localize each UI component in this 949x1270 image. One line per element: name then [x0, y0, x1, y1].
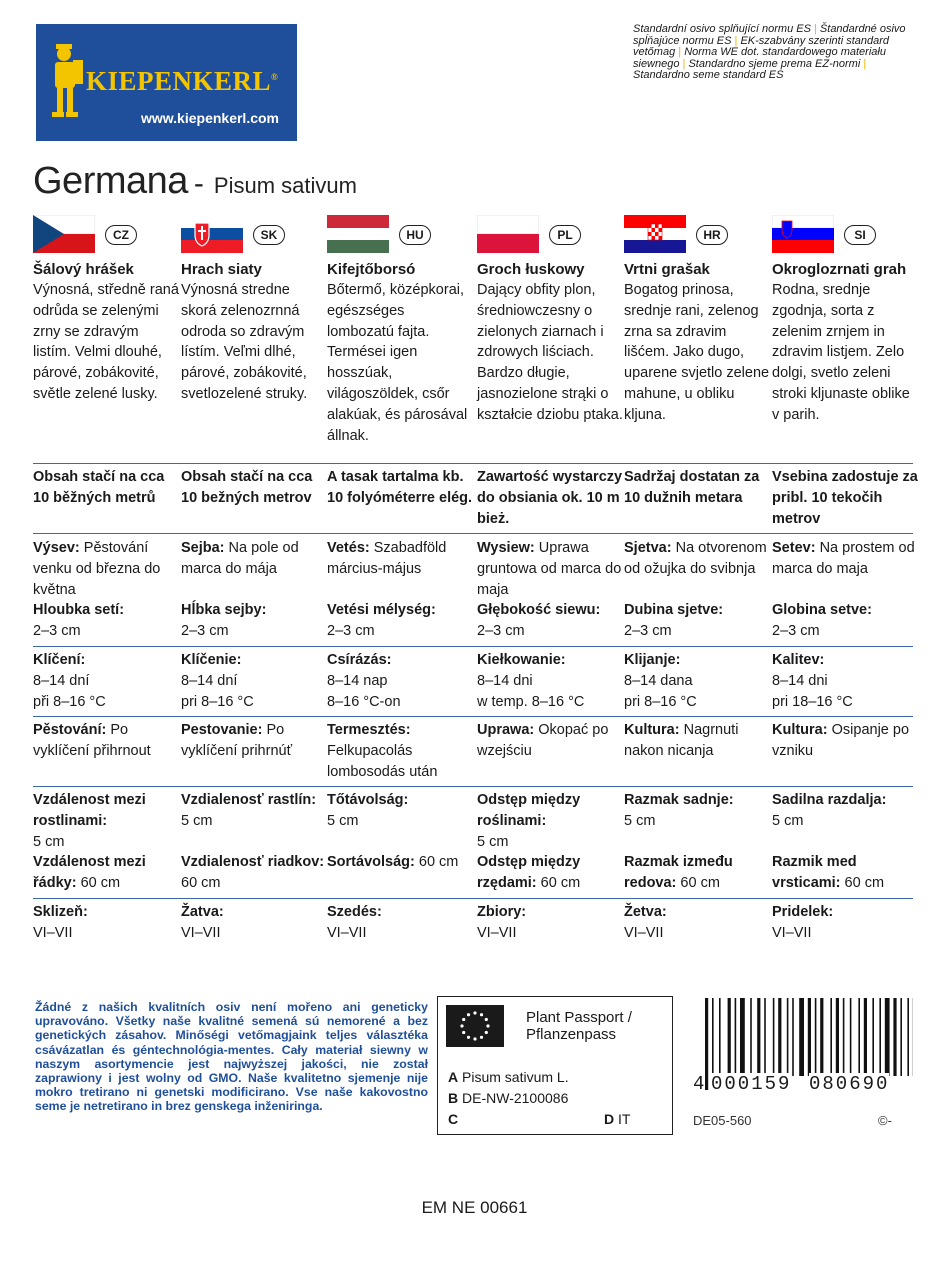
cultivation-info: Uprawa: Okopać po wzejściu	[477, 722, 609, 759]
passport-title: Plant Passport /	[526, 1009, 632, 1026]
variety-description: Bőtermő, középkorai, egészséges lombozatú fajta. Termései igen hosszúak, világoszöldek, csőr alakúak, és párosával állnak.	[327, 282, 468, 444]
sowing-depth: Globina setve: 2–3 cm	[772, 602, 872, 639]
product-name: Germana	[33, 160, 188, 202]
standard-seed-note: Standardní osivo splňující normu ES | Štandardné osivo spĺňajúce normu ES | EK-szabvány szerinti standard vetőmag | Norma WE dot. standardowego materiału siewnego | Standardno sjeme prema EZ-normi | Standardno seme standard ES	[633, 23, 906, 81]
sowing-depth: Głębokość siewu: 2–3 cm	[477, 602, 601, 639]
packet-content: Zawartość wystarczy do obsiania ok. 10 m bież.	[477, 469, 623, 527]
plant-distance: Razmak sadnje: 5 cm	[624, 792, 734, 829]
germination-info: Klíčení: 8–14 dní při 8–16 °C	[33, 652, 106, 710]
row-distance: Vzdialenosť riadkov: 60 cm	[181, 854, 325, 891]
variety-name: Okroglozrnati grah	[772, 261, 907, 278]
row-distance: Razmak između redova: 60 cm	[624, 854, 733, 891]
variety-name: Šálový hrášek	[33, 261, 134, 278]
packet-content: Obsah stačí na cca 10 bežných metrov	[181, 469, 313, 506]
row-distance: Odstęp między rzędami: 60 cm	[477, 854, 581, 891]
germination-info: Klíčenie: 8–14 dní pri 8–16 °C	[181, 652, 254, 710]
cultivation-info: Pěstování: Po vyklíčení přihrnout	[33, 722, 151, 759]
variety-description: Výnosná stredne skorá zelenozrnná odroda so zdravým lístím. Veľmi dlhé, párové, zobákovité, svetlozelené struky.	[181, 282, 308, 402]
flag-pl-icon	[477, 215, 539, 253]
cultivation-info: Pestovanie: Po vyklíčení prihrnúť	[181, 722, 293, 759]
flag-hr-icon	[624, 215, 686, 253]
language-code-badge: CZ	[105, 225, 137, 245]
variety-name: Hrach siaty	[181, 261, 262, 278]
sowing-depth: Hloubka setí: 2–3 cm	[33, 602, 125, 639]
product-latin-name: Pisum sativum	[213, 173, 357, 198]
harvest-info: Pridelek: VI–VII	[772, 904, 834, 941]
language-column-sk	[181, 215, 321, 278]
divider	[33, 716, 913, 717]
variety-description: Bogatog prinosa, srednje rani, zelenog zrna sa zdravim lišćem. Jako dugo, uparene svjetlo zelene mahune, u obliku kljuna.	[624, 282, 770, 423]
sowing-depth: Vetési mélység: 2–3 cm	[327, 602, 436, 639]
sowing-info: Výsev: Pěstování venku od března do května	[33, 540, 161, 598]
flag-hu-icon	[327, 215, 389, 253]
row-distance: Sortávolság: 60 cm	[327, 854, 459, 870]
packet-content: Obsah stačí na cca 10 běžných metrů	[33, 469, 165, 506]
plant-distance: Odstęp między roślinami: 5 cm	[477, 792, 581, 850]
brand-name: KIEPENKERL®	[86, 66, 279, 96]
brand-url[interactable]: www.kiepenkerl.com	[141, 110, 279, 126]
harvest-info: Žatva: VI–VII	[181, 904, 224, 941]
divider	[33, 786, 913, 787]
language-column-hu	[327, 215, 467, 278]
copyright-mark: ©-	[878, 1113, 892, 1128]
language-column-si	[772, 215, 912, 278]
variety-name: Kifejtőborsó	[327, 261, 416, 278]
variety-name: Vrtni grašak	[624, 261, 710, 278]
packet-content: Sadržaj dostatan za 10 dužnih metara	[624, 469, 760, 506]
packet-content: A tasak tartalma kb. 10 folyóméterre elég.	[327, 469, 473, 506]
language-column-hr	[624, 215, 764, 278]
divider	[33, 463, 913, 464]
divider	[33, 646, 913, 647]
cultivation-info: Termesztés: Felkupacolás lombosodás után	[327, 722, 438, 780]
distributor-code: DE05-560	[693, 1113, 752, 1128]
plant-distance: Sadilna razdalja: 5 cm	[772, 792, 887, 829]
harvest-info: Sklizeň: VI–VII	[33, 904, 88, 941]
sowing-info: Setev: Na prostem od marca do maja	[772, 540, 915, 577]
quality-note: Žádné z našich kvalitních osiv není mořeno ani geneticky upravováno. Všetky naše kvalitné semená sú nemorené a bez genetických zásahov. Minőségi vetőmagjaink teljes választéka csávázatlan és géntechnológia-mentes. Cały materiał siewny w naszym asortymencie jest najwyższej jakości, nie został zaprawiony i jest wolny od GMO. Naše kvalitetno sjemenje nije mokro tretirano ni genetski modificirano. Vse naše kakovostno seme je netretirano in brez genskega inženiringa.	[35, 1000, 428, 1114]
sowing-depth: Hĺbka sejby: 2–3 cm	[181, 602, 267, 639]
row-distance: Vzdálenost mezi řádky: 60 cm	[33, 854, 146, 891]
flag-sk-icon	[181, 215, 243, 253]
brand-logo	[36, 24, 297, 141]
sowing-info: Wysiew: Uprawa gruntowa od marca do maja	[477, 540, 622, 598]
plant-distance: Tőtávolság: 5 cm	[327, 792, 409, 829]
plant-distance: Vzdálenost mezi rostlinami: 5 cm	[33, 792, 146, 850]
passport-line-a: A Pisum sativum L.	[448, 1069, 569, 1085]
sowing-info: Vetés: Szabadföld március-május	[327, 540, 447, 577]
flag-si-icon	[772, 215, 834, 253]
product-title: Germana - Pisum sativum	[33, 160, 357, 202]
language-code-badge: HU	[399, 225, 431, 245]
harvest-info: Žetva: VI–VII	[624, 904, 667, 941]
em-code: EM NE 00661	[421, 1198, 528, 1217]
packet-content: Vsebina zadostuje za pribl. 10 tekočih metrov	[772, 469, 918, 527]
plant-passport	[437, 996, 673, 1135]
sowing-depth: Dubina sjetve: 2–3 cm	[624, 602, 724, 639]
cultivation-info: Kultura: Nagrnuti nakon nicanja	[624, 722, 739, 759]
language-column-pl	[477, 215, 617, 278]
language-code-badge: PL	[549, 225, 581, 245]
germination-info: Kalitev: 8–14 dni pri 18–16 °C	[772, 652, 853, 710]
harvest-info: Zbiory: VI–VII	[477, 904, 527, 941]
sowing-info: Sejba: Na pole od marca do mája	[181, 540, 299, 577]
harvest-info: Szedés: VI–VII	[327, 904, 382, 941]
language-code-badge: SI	[844, 225, 876, 245]
variety-description: Dający obfity plon, średniowczesny o zielonych ziarnach i zdrowych liściach. Bardzo długie, jasnozielone strąki o kształcie dziobu ptaka.	[477, 282, 623, 423]
germination-info: Csírázás: 8–14 nap 8–16 °C-on	[327, 652, 401, 710]
sowing-info: Sjetva: Na otvorenom od ožujka do svibnja	[624, 540, 767, 577]
variety-description: Rodna, srednje zgodnja, sorta z zelenim zrnjem in zdravim listjem. Zelo dolgi, svetlo zeleni stroki kljunaste oblike v parih.	[772, 282, 910, 423]
passport-line-c: C	[448, 1111, 459, 1127]
eu-flag-icon	[446, 1005, 504, 1047]
language-code-badge: HR	[696, 225, 728, 245]
flag-cz-icon	[33, 215, 95, 253]
variety-name: Groch łuskowy	[477, 261, 585, 278]
variety-description: Výnosná, středně raná odrůda se zelenými zrny se zdravým listím. Velmi dlouhé, párové, zobákovité, světle zelené lusky.	[33, 282, 179, 402]
language-code-badge: SK	[253, 225, 285, 245]
passport-subtitle: Pflanzenpass	[526, 1026, 617, 1043]
row-distance: Razmik med vrsticami: 60 cm	[772, 854, 885, 891]
language-column-cz	[33, 215, 173, 278]
passport-line-d: D IT	[604, 1111, 631, 1127]
plant-distance: Vzdialenosť rastlín: 5 cm	[181, 792, 317, 829]
mascot-icon	[46, 42, 86, 122]
passport-line-b: B DE-NW-2100086	[448, 1090, 569, 1106]
divider	[33, 898, 913, 899]
germination-info: Kiełkowanie: 8–14 dni w temp. 8–16 °C	[477, 652, 585, 710]
cultivation-info: Kultura: Osipanje po vzniku	[772, 722, 910, 759]
divider	[33, 533, 913, 534]
germination-info: Klijanje: 8–14 dana pri 8–16 °C	[624, 652, 697, 710]
